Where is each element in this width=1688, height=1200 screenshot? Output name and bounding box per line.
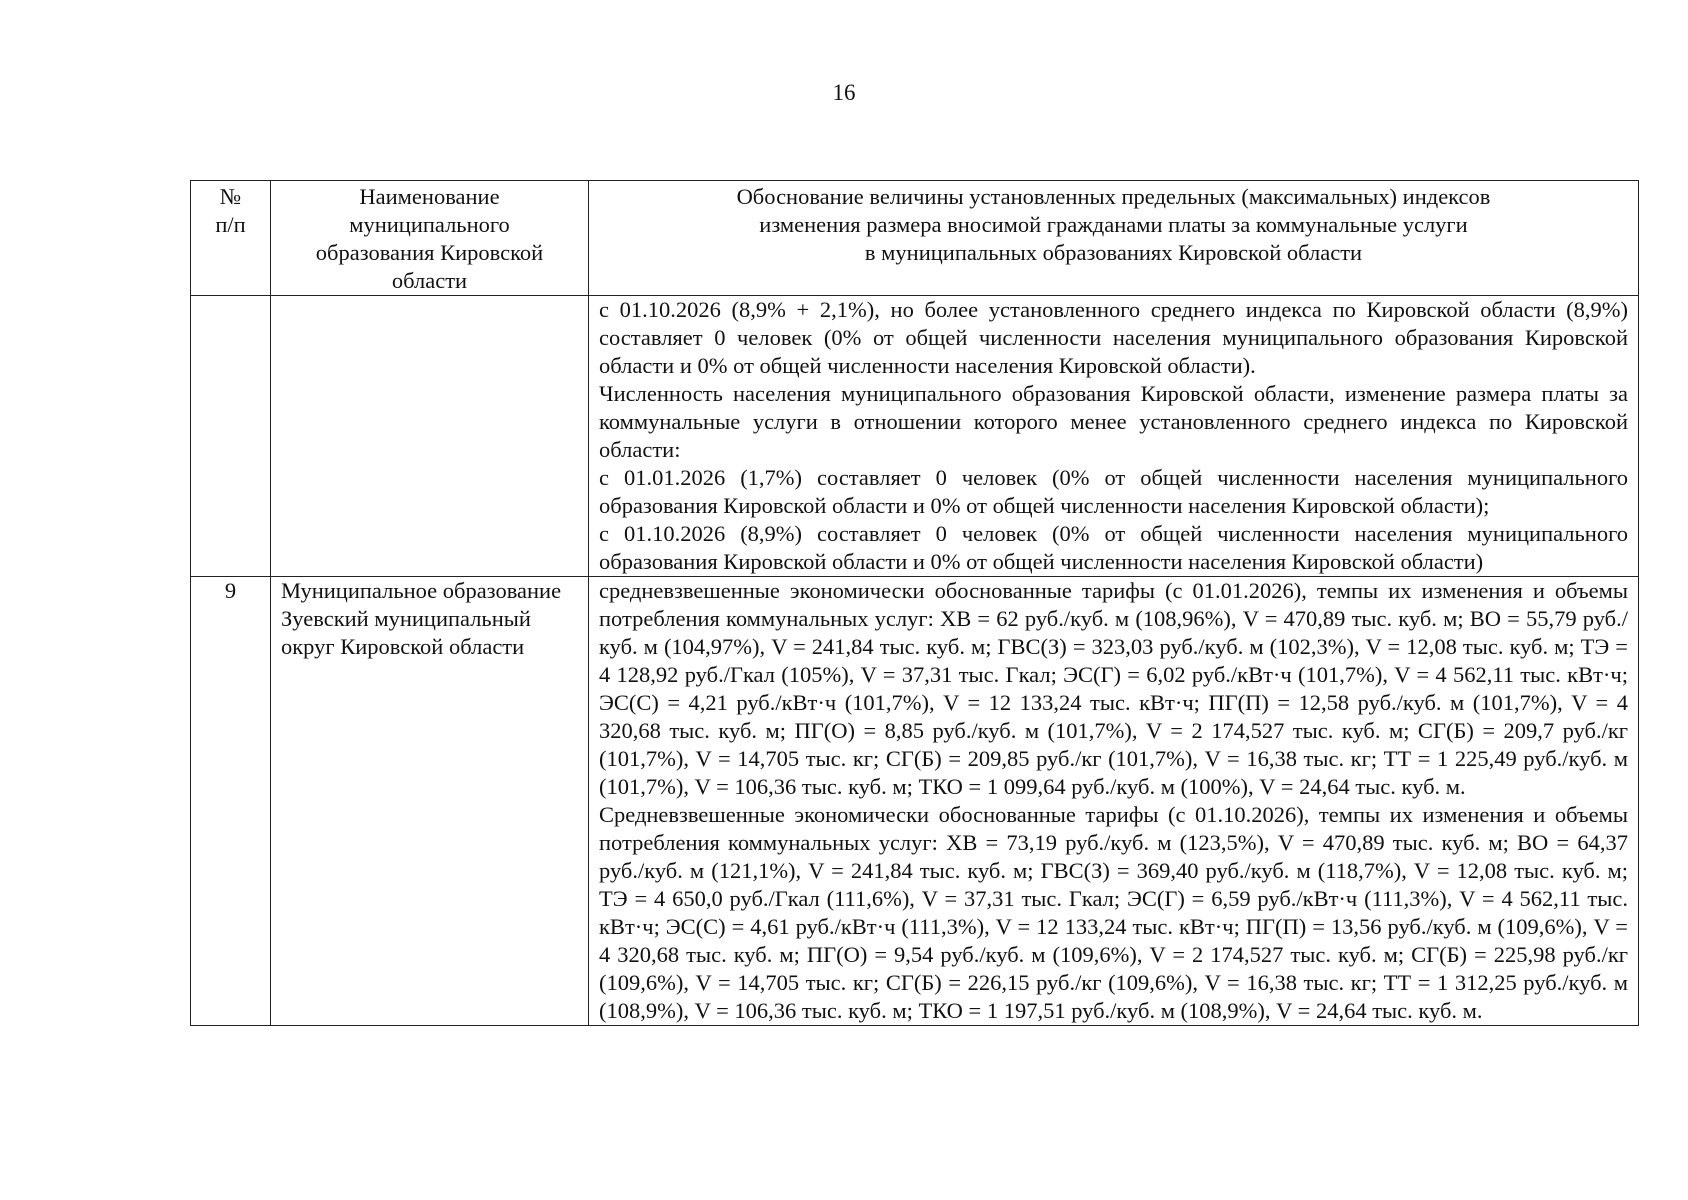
table-row: [191, 296, 1639, 577]
row-municipality-name: Муниципальное образование Зуевский муниципальный округ Кировской области: [271, 577, 589, 1026]
row-justification: [589, 296, 1639, 577]
header-justification-line: в муниципальных образованиях Кировской области: [864, 240, 1363, 265]
row-municipality-name: [271, 296, 589, 577]
header-name-line: образования Кировской: [315, 240, 544, 265]
header-name-line: Наименование: [359, 184, 500, 209]
header-justification: [589, 181, 1639, 296]
table-header-row: [191, 181, 1639, 296]
justification-paragraph: с 01.01.2026 (1,7%) составляет 0 человек (0% от общей численности населения муниципального образования Кировской области и 0% от общей численности населения Кировской области);: [599, 465, 1628, 518]
row-justification: [589, 577, 1639, 1026]
justification-table: [190, 180, 1639, 1026]
justification-paragraph: с 01.10.2026 (8,9% + 2,1%), но более установленного среднего индекса по Кировской области (8,9%) составляет 0 человек (0% от общей численности населения муниципального образования Кировской области и 0% от общей численности населения Кировской области).: [599, 297, 1628, 378]
header-name-line: области: [391, 268, 468, 293]
justification-paragraph: Средневзвешенные экономически обоснованные тарифы (с 01.10.2026), темпы их изменения и объемы потребления коммунальных услуг: ХВ = 73,19 руб./куб. м (123,5%), V = 470,89 тыс. куб. м; ВО = 64,37 руб./куб. м (121,1%), V = 241,84 тыс. куб. м; ГВС(З) = 369,40 руб./куб. м (118,7%), V = 12,08 тыс. куб. м; ТЭ = 4 650,0 руб./Гкал (111,6%), V = 37,31 тыс. Гкал; ЭС(Г) = 6,59 руб./кВт·ч (111,3%), V = 4 562,11 тыс. кВт·ч; ЭС(С) = 4,61 руб./кВт·ч (111,3%), V = 12 133,24 тыс. кВт·ч; ПГ(П) = 13,56 руб./куб. м (109,6%), V = 4 320,68 тыс. куб. м; ПГ(О) = 9,54 руб./куб. м (109,6%), V = 2 174,527 тыс. куб. м; СГ(Б) = 225,98 руб./кг (109,6%), V = 14,705 тыс. кг; СГ(Б) = 226,15 руб./кг (109,6%), V = 16,38 тыс. кг; ТТ = 1 312,25 руб./куб. м (108,9%), V = 106,36 тыс. куб. м; ТКО = 1 197,51 руб./куб. м (108,9%), V = 24,64 тыс. куб. м.: [599, 802, 1628, 1023]
row-number: [191, 296, 271, 577]
header-number-line: №: [219, 184, 242, 209]
header-number-line: п/п: [215, 212, 246, 237]
header-name: [271, 181, 589, 296]
header-number: [191, 181, 271, 296]
header-name-line: муниципального: [349, 212, 510, 237]
page-number: 16: [832, 80, 856, 105]
row-number: 9: [191, 577, 271, 1026]
justification-paragraph: Численность населения муниципального образования Кировской области, изменение размера платы за коммунальные услуги в отношении которого менее установленного среднего индекса по Кировской области:: [599, 381, 1628, 462]
table-row: [191, 577, 1639, 1026]
justification-paragraph: с 01.10.2026 (8,9%) составляет 0 человек (0% от общей численности населения муниципального образования Кировской области и 0% от общей численности населения Кировской области): [599, 521, 1628, 574]
header-justification-line: изменения размера вносимой гражданами платы за коммунальные услуги: [759, 212, 1468, 237]
header-justification-line: Обоснование величины установленных предельных (максимальных) индексов: [736, 184, 1491, 209]
justification-paragraph: средневзвешенные экономически обоснованные тарифы (с 01.01.2026), темпы их изменения и объемы потребления коммунальных услуг: ХВ = 62 руб./куб. м (108,96%), V = 470,89 тыс. куб. м; ВО = 55,79 руб./куб. м (104,97%), V = 241,84 тыс. куб. м; ГВС(З) = 323,03 руб./куб. м (102,3%), V = 12,08 тыс. куб. м; ТЭ = 4 128,92 руб./Гкал (105%), V = 37,31 тыс. Гкал; ЭС(Г) = 6,02 руб./кВт·ч (101,7%), V = 4 562,11 тыс. кВт·ч; ЭС(С) = 4,21 руб./кВт·ч (101,7%), V = 12 133,24 тыс. кВт·ч; ПГ(П) = 12,58 руб./куб. м (101,7%), V = 4 320,68 тыс. куб. м; ПГ(О) = 8,85 руб./куб. м (101,7%), V = 2 174,527 тыс. куб. м; СГ(Б) = 209,7 руб./кг (101,7%), V = 14,705 тыс. кг; СГ(Б) = 209,85 руб./кг (101,7%), V = 16,38 тыс. кг; ТТ = 1 225,49 руб./куб. м (101,7%), V = 106,36 тыс. куб. м; ТКО = 1 099,64 руб./куб. м (100%), V = 24,64 тыс. куб. м.: [599, 578, 1628, 799]
